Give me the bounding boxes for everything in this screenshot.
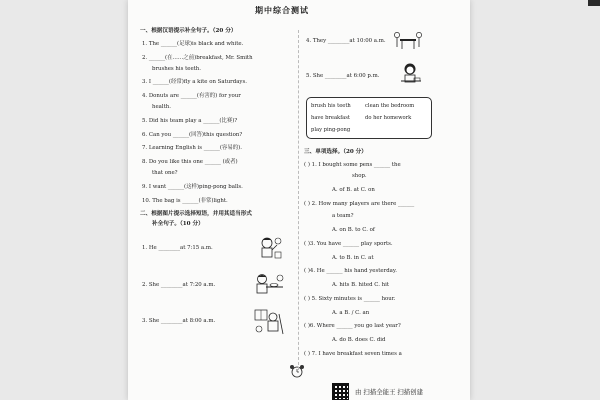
column-divider	[298, 30, 299, 370]
page-title: 期中综合测试	[255, 5, 309, 15]
s1-line-1: 1. The ______(足球)is black and white.	[142, 41, 244, 47]
s1-line-9: 7. Learning English is ______(容易的).	[142, 145, 242, 151]
s1-line-10: 8. Do you like this one ______ (或者)	[142, 159, 238, 165]
s1-line-13: 10. The bag is ______(非常)light.	[142, 198, 228, 204]
phrase-3: have breakfast	[311, 115, 350, 121]
s3-line-15: ( ) 7. I have breakfast seven times a	[304, 351, 402, 357]
phrase-word-box	[306, 97, 432, 139]
section2-heading: 二、根据图片提示选择短语，并用其适当形式	[140, 211, 252, 217]
s3-line-4: ( ) 2. How many players are there ______	[304, 201, 415, 207]
girl-cleaning-picture	[253, 308, 285, 336]
scanner-watermark: 由 扫描全能王 扫描创建	[355, 388, 423, 396]
s3-line-5: a team?	[332, 213, 354, 219]
girl-homework-picture	[399, 62, 423, 86]
s3-line-13: ( )6. Where ______ you go last year?	[304, 323, 401, 329]
qr-code	[332, 383, 349, 400]
phrase-1: brush his teeth	[311, 103, 351, 109]
s3-line-1: ( ) 1. I bought some pens ______ the	[304, 162, 401, 168]
s1-line-4: 3. I ______(经常)fly a kite on Saturdays.	[142, 79, 247, 85]
s1-line-2: 2. ______(在……之前)breakfast, Mr. Smith	[142, 55, 253, 61]
s3-line-8: A. to B. in C. at	[332, 255, 374, 261]
girl-breakfast-picture	[254, 273, 284, 295]
s1-line-11: that one?	[152, 170, 178, 176]
corner-mark	[588, 0, 600, 6]
section1-heading: 一、根据汉语提示补全句子。（20 分）	[140, 28, 237, 34]
s2-line-1: 1. He ________at 7:15 a.m.	[142, 245, 213, 251]
s3-line-7: ( )3. You have ______ play sports.	[304, 241, 393, 247]
phrase-4: do her homework	[365, 115, 412, 121]
s3-line-12: A. a B. / C. an	[332, 310, 370, 316]
s1-line-7: 5. Did his team play a ______(比赛)?	[142, 118, 238, 124]
s1-line-3: brushes his teeth.	[152, 66, 201, 72]
s3-line-6: A. on B. to C. of	[332, 227, 375, 233]
section2-heading-cont: 补全句子。（10 分）	[152, 221, 204, 227]
phrase-5: play ping-pong	[311, 127, 351, 133]
s2-line-3: 3. She ________at 8:00 a.m.	[142, 318, 216, 324]
phrase-2: clean the bedroom	[365, 103, 415, 109]
s3-line-3: A. of B. at C. on	[332, 187, 375, 193]
s3-line-2: shop.	[352, 173, 367, 179]
s1-line-6: health.	[152, 104, 171, 110]
alarm-clock-decoration	[289, 364, 305, 378]
s3-line-11: ( ) 5. Sixty minutes is ______ hour.	[304, 296, 396, 302]
s2-line-4: 4. They ________at 10:00 a.m.	[306, 38, 386, 44]
s2-line-5: 5. She ________at 6:00 p.m.	[306, 73, 380, 79]
s3-line-9: ( )4. He ______ his hand yesterday.	[304, 268, 397, 274]
section3-heading: 三、单项选择。（20 分）	[304, 149, 367, 155]
s3-line-14: A. do B. does C. did	[332, 337, 386, 343]
s2-line-2: 2. She ________at 7:20 a.m.	[142, 282, 216, 288]
s1-line-8: 6. Can you ______(回答)this question?	[142, 132, 243, 138]
s3-line-10: A. hits B. hited C. hit	[332, 282, 389, 288]
ping-pong-picture	[394, 30, 422, 50]
s1-line-12: 9. I want ______(这样)ping-pong balls.	[142, 184, 243, 190]
boy-brushing-teeth-picture	[256, 236, 282, 260]
s1-line-5: 4. Donuts are ______(有害的) for your	[142, 93, 241, 99]
